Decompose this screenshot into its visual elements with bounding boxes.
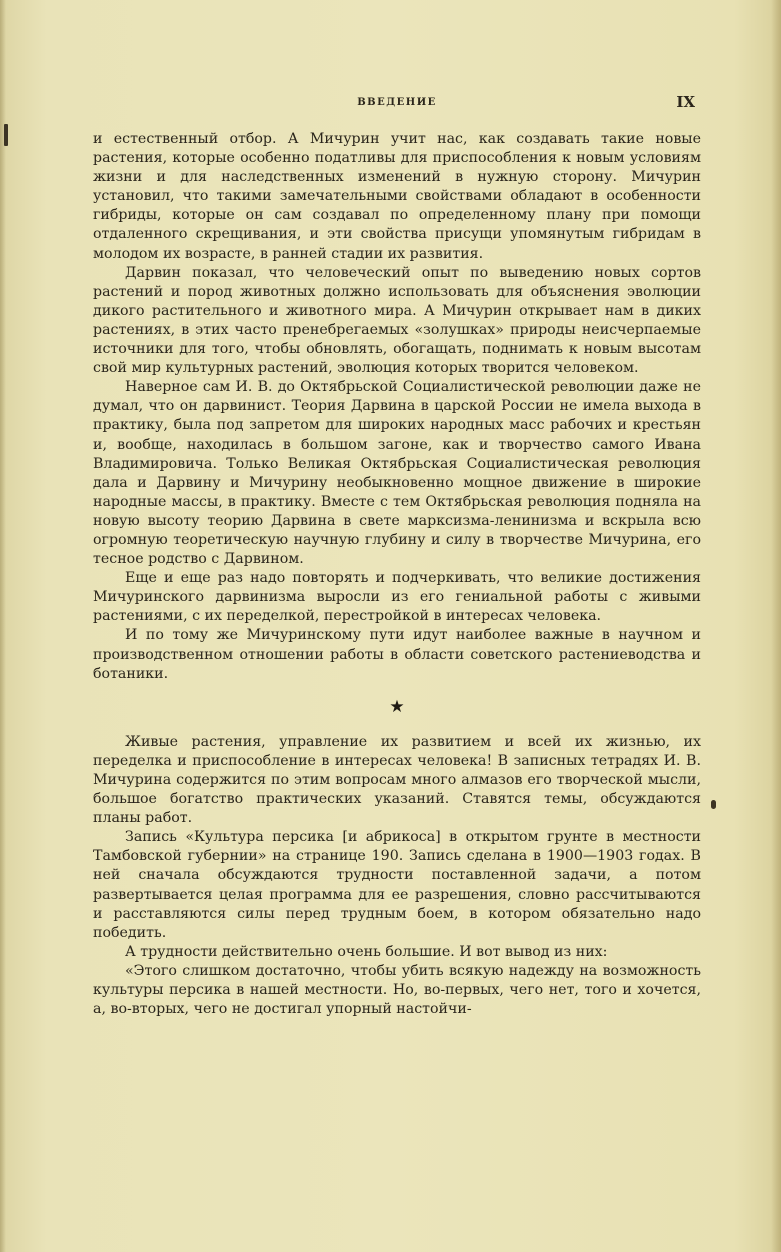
paragraph-9: «Этого слишком достаточно, чтобы убить всякую надежду на возможность культуры персика в нашей местности. Но, во-первых, чего нет, того и хочется, а, во-вторых, чего не достигал упорный настойчи- xyxy=(93,962,701,1018)
running-title: ВВЕДЕНИЕ xyxy=(357,97,437,108)
section-separator-star: ★ xyxy=(389,696,405,717)
page-left-edge xyxy=(0,0,6,1252)
margin-ink-mark xyxy=(4,124,8,146)
paragraph-3: Наверное сам И. В. до Октябрьской Социалистической революции даже не думал, что он дарвинист. Теория Дарвина в царской России не имела выхода в практику, была под запретом для широких народных масс рабочих и крестьян и, вообще, находилась в большом загоне, как и творчество самого Ивана Владимировича. Только Великая Октябрьская Социалистическая революция дала и Дарвину и Мичурину необыкновенно мощное движение в широкие народные массы, в практику. Вместе с тем Октябрьская революция подняла на новую высоту теорию Дарвина в свете марксизма-ленинизма и вскрыла всю огромную теоретическую научную глубину и силу в творчестве Мичурина, его тесное родство с Дарвином. xyxy=(93,379,701,568)
paragraph-5: И по тому же Мичуринскому пути идут наиболее важные в научном и производственном отношении работы в области советского растениеводства и ботаники. xyxy=(93,627,701,682)
margin-ink-spot xyxy=(711,800,716,809)
paragraph-2: Дарвин показал, что человеческий опыт по выведению новых сортов растений и пород животных должно использовать для объяснения эволюции дикого растительного и животного мира. А Мичурин открывает нам в диких растениях, в этих часто пренебрегаемых «золушках» природы неисчерпаемые источники для того, чтобы обновлять, обогащать, поднимать к новым высотам свой мир культурных растений, эволюция которых творится человеком. xyxy=(93,264,701,377)
paragraph-6: Живые растения, управление их развитием и всей их жизнью, их переделка и приспособление в интересах человека! В записных тетрадях И. В. Мичурина содержится по этим вопросам много алмазов его творческой мысли, большое богатство практических указаний. Ставятся темы, обсуждаются планы работ. xyxy=(93,733,701,827)
paragraph-4: Еще и еще раз надо повторять и подчеркивать, что великие достижения Мичуринского дарвинизма выросли из его гениальной работы с живыми растениями, с их переделкой, перестройкой в интересах человека. xyxy=(93,570,701,625)
paragraph-7: Запись «Культура персика [и абрикоса] в открытом грунте в местности Тамбовской губернии» на странице 190. Запись сделана в 1900—1903 годах. В ней сначала обсуждаются трудности поставленной задачи, а потом развертывается целая программа для ее разрешения, словно рассчитываются и расставляются силы перед трудным боем, в котором обязательно надо победить. xyxy=(93,829,701,941)
main-text xyxy=(93,130,701,1019)
page-number: IX xyxy=(676,93,695,111)
page-header xyxy=(93,93,701,113)
paragraph-1: и естественный отбор. А Мичурин учит нас, как создавать такие новые растения, которые особенно податливы для приспособления к новым условиям жизни и для наследственных изменений в нужную сторону. Мичурин установил, что такими замечательными свойствами обладают в особенности гибриды, которые он сам создавал по определенному плану при помощи отдаленного скрещивания, и эти свойства присущи упомянутым гибридам в молодом их возрасте, в ранней стадии их развития. xyxy=(93,131,701,262)
page-right-edge xyxy=(771,0,781,1252)
paragraph-8: А трудности действительно очень большие. И вот вывод из них: xyxy=(125,943,608,960)
